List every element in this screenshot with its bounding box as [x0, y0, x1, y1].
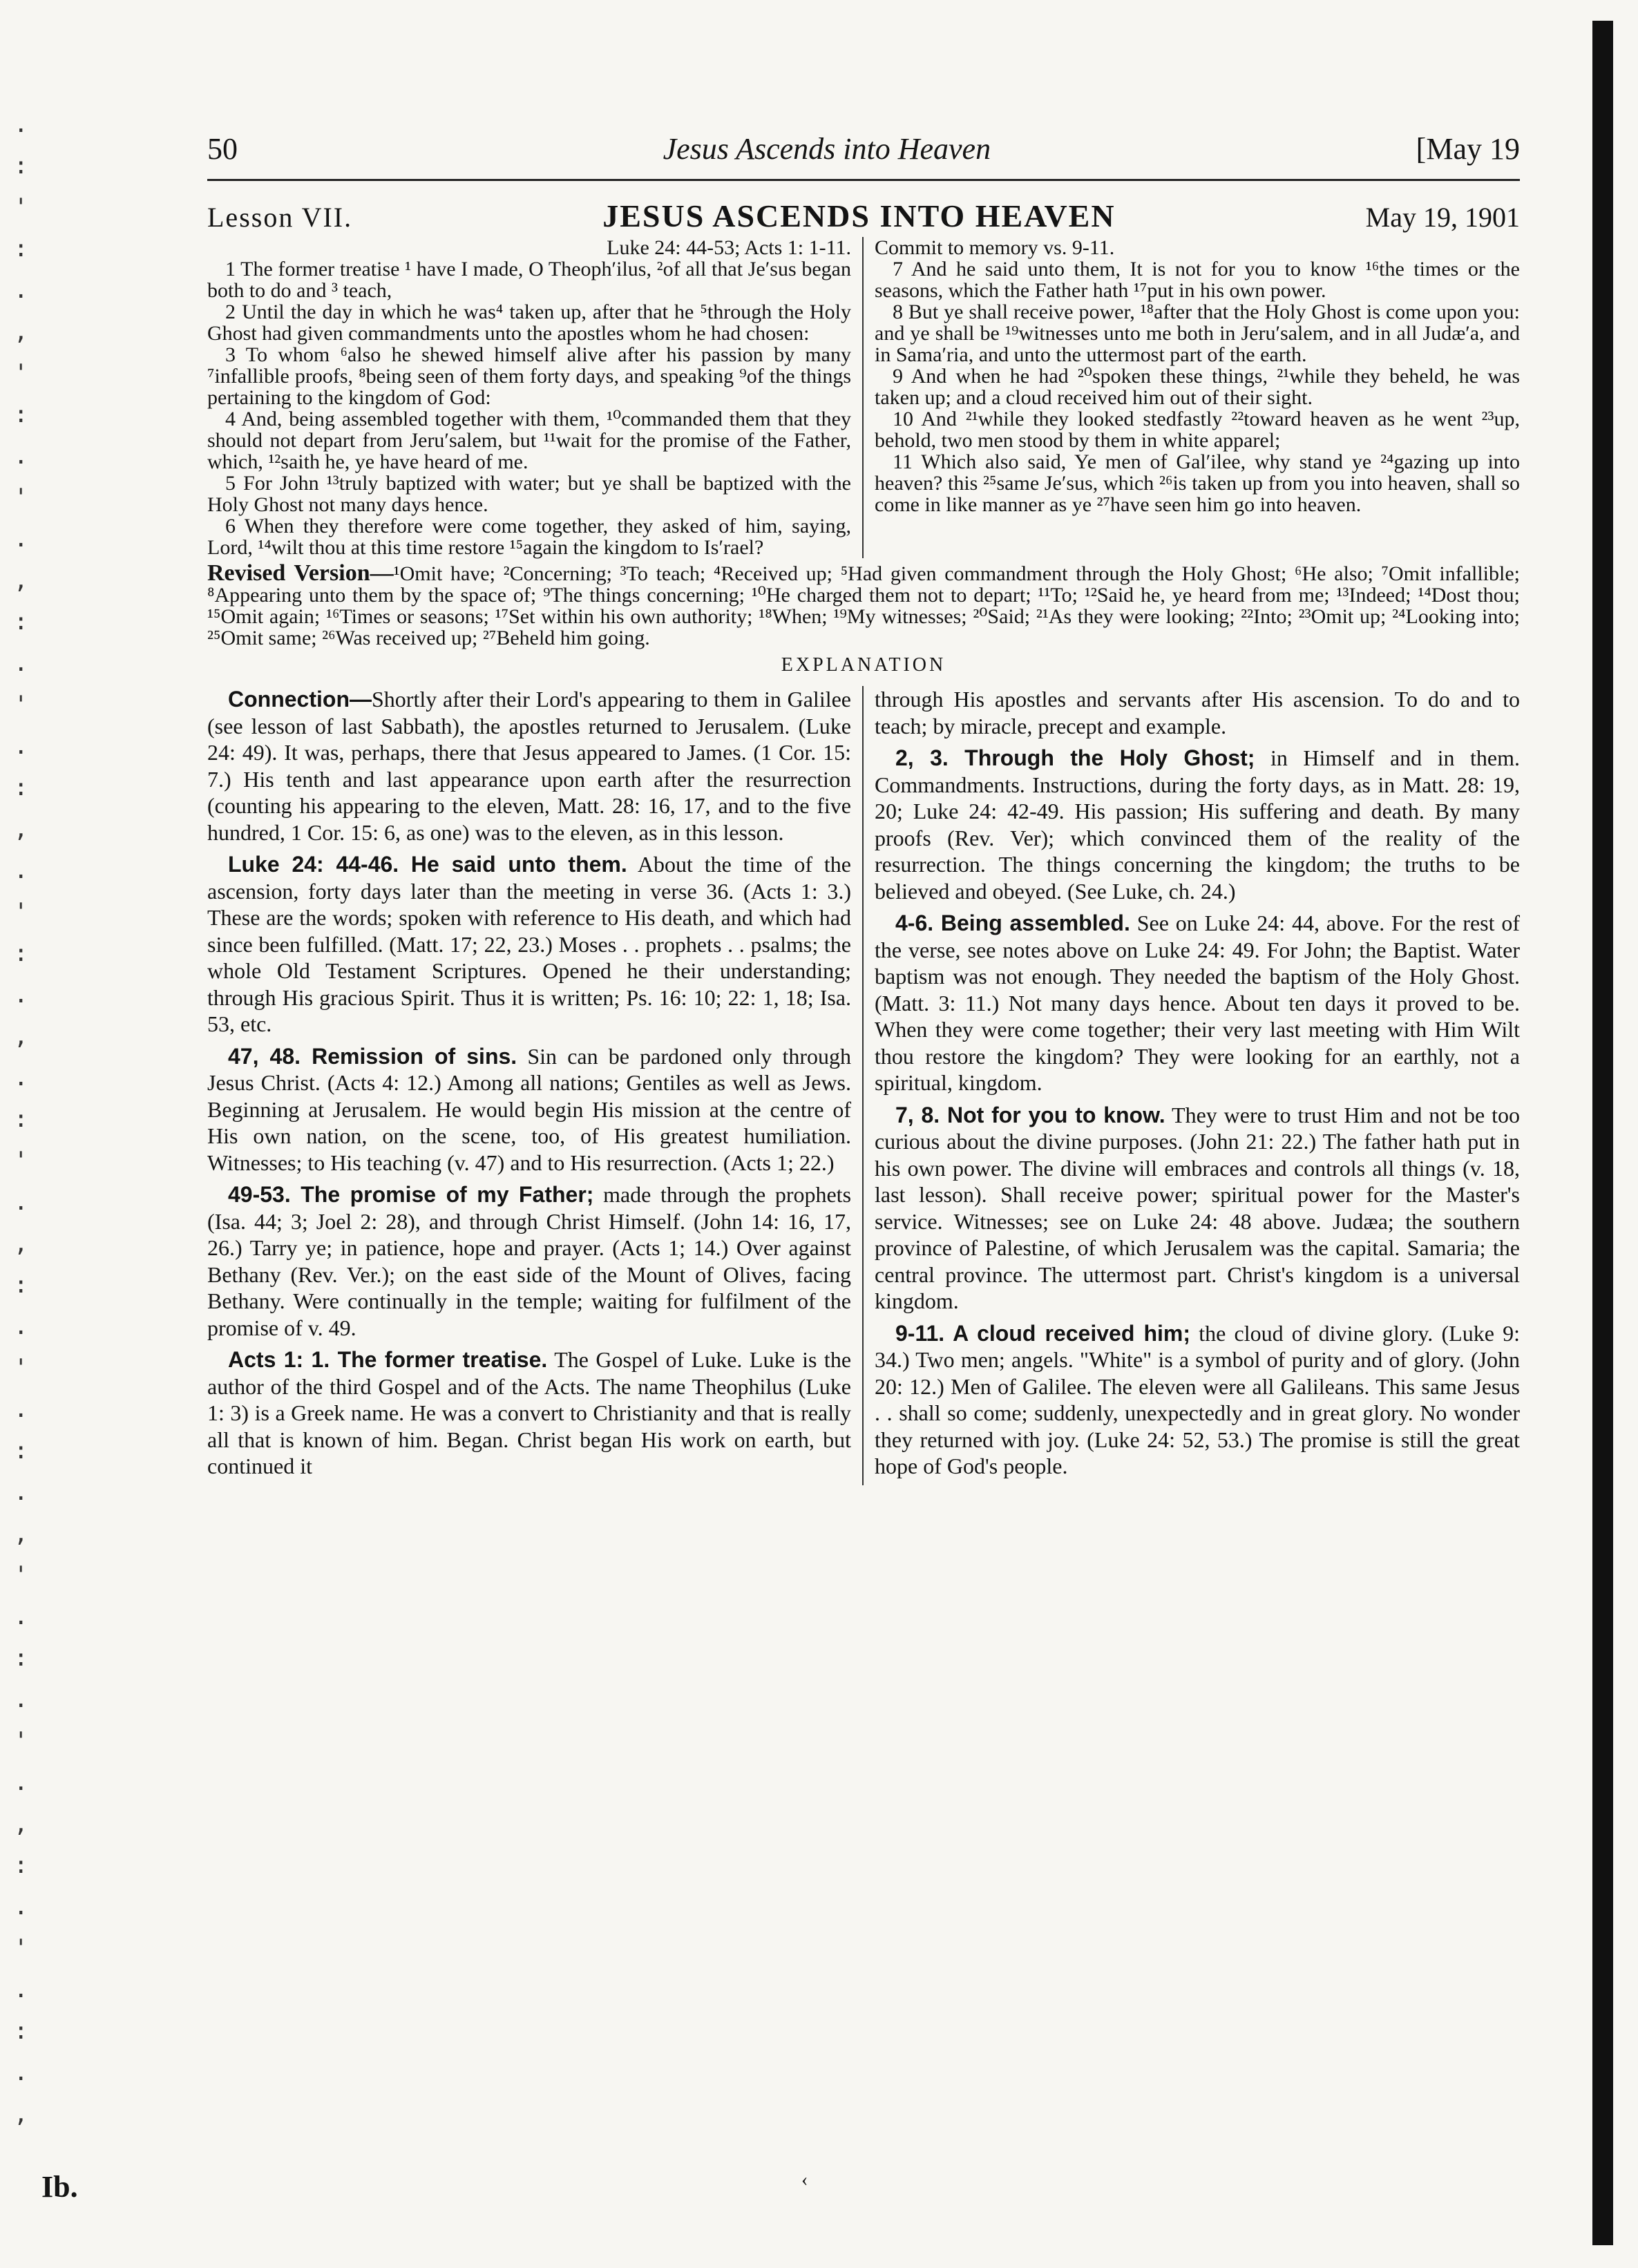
footer-mark: ‹ — [801, 2169, 808, 2191]
paragraph-lead: Luke 24: 44-46. He said unto them. — [228, 852, 627, 877]
paragraph-text: Sin can be pardoned only through Jesus Christ. (Acts 4: 12.) Among all nations; Gentiles as well as Jews. Beginning at Jerusalem. He would begin His mission at the centre of His own nation, on the scene, too, of His greatest humiliation. Witnesses; to His teaching (v. 47) and to His resurrection. (Acts 1; 22.) — [207, 1043, 851, 1175]
explanation-paragraph — [207, 851, 851, 1038]
paragraph-lead: Acts 1: 1. The former treatise. — [228, 1347, 548, 1372]
explanation-paragraph — [207, 1346, 851, 1480]
explanation-body — [207, 686, 1520, 1485]
lesson-date: May 19, 1901 — [1365, 202, 1520, 233]
explanation-paragraph — [875, 1102, 1520, 1315]
explanation-left-column — [207, 686, 864, 1485]
running-title: Jesus Ascends into Heaven — [663, 132, 991, 166]
verse: 1 The former treatise ¹ have I made, O Theoph′ilus, ²of all that Je′sus began both to do and ³ teach, — [207, 258, 851, 302]
explanation-paragraph — [875, 1320, 1520, 1480]
verse: 10 And ²¹while they looked stedfastly ²²toward heaven as he went ²³up, behold, two men stood by them in white apparel; — [875, 408, 1520, 452]
page-number: 50 — [207, 132, 238, 166]
paragraph-lead: 47, 48. Remission of sins. — [228, 1043, 517, 1069]
running-head — [207, 131, 1520, 166]
explanation-paragraph — [875, 745, 1520, 904]
explanation-right-column — [864, 686, 1520, 1485]
lesson-title: JESUS ASCENDS INTO HEAVEN — [602, 198, 1116, 234]
running-date: [May 19 — [1416, 132, 1520, 166]
verse: 3 To whom ⁶also he shewed himself alive after his passion by many ⁷infallible proofs, ⁸being seen of them forty days, and speaking ⁹of the things pertaining to the kingdom of God: — [207, 343, 851, 409]
scripture-reference: Luke 24: 44-53; Acts 1: 1-11. — [607, 236, 851, 259]
verse: 11 Which also said, Ye men of Gal′ilee, why stand ye ²⁴gazing up into heaven? this ²⁵same Je′sus, which ²⁶is taken up from you into heaven, shall so come in like manner as ye ²⁷have seen him go into heaven. — [875, 450, 1520, 516]
verse: 6 When they therefore were come together, they asked of him, saying, Lord, ¹⁴wilt thou at this time restore ¹⁵again the kingdom to Is′rael? — [207, 515, 851, 559]
lesson-heading — [207, 198, 1520, 234]
verse: 2 Until the day in which he was⁴ taken up, after that he ⁵through the Holy Ghost had given commandments unto the apostles whom he had chosen: — [207, 301, 851, 345]
paragraph-text: Shortly after their Lord's appearing to them in Galilee (see lesson of last Sabbath), the apostles returned to Jerusalem. (Luke 24: 49). It was, perhaps, there that Jesus appeared to James. (1 Cor. 15: 7.) His tenth and last appearance upon earth after the resurrection (counting his appearing to the eleven, Matt. 28: 16, 17, and to the five hundred, 1 Cor. 15: 6, as one) was to the eleven, as in this lesson. — [207, 687, 851, 845]
margin-binding-marks: . : ' : . , ' : . ' . , : . ' . : , . ' : . , . : ' . , : . ' . : . , ' . : . ' . , : . ' . : . , — [14, 111, 28, 2128]
revised-version-notes — [207, 562, 1520, 649]
paragraph-text: in Himself and in them. Commandments. Instructions, during the forty days, as in Matt. 28: 19, 20; Luke 24: 42-49. His passion; His suffering and death. By many proofs (Rev. Ver); which convinced them of the reality of the resurrection. The things concerning the kingdom; the truths to be believed and obeyed. (See Luke, ch. 24.) — [875, 745, 1521, 904]
header-rule — [207, 179, 1520, 181]
paragraph-lead: 9-11. A cloud received him; — [895, 1320, 1191, 1346]
paragraph-lead: Connection— — [228, 687, 372, 712]
memory-instruction: Commit to memory vs. 9-11. — [875, 236, 1115, 259]
verse: 4 And, being assembled together with them, ¹⁰commanded them that they should not depart from Jeru′salem, but ¹¹wait for the promise of the Father, which, ¹²saith he, ye have heard of me. — [207, 408, 851, 473]
paragraph-text: The Gospel of Luke. Luke is the author of the third Gospel and of the Acts. The name Theophilus (Luke 1: 3) is a Greek name. He was a convert to Christianity and that is really all that is known of him. Began. Christ began His work on earth, but continued it — [207, 1347, 852, 1478]
document-page — [207, 131, 1520, 1485]
paragraph-lead: 2, 3. Through the Holy Ghost; — [895, 745, 1255, 770]
paragraph-text: through His apostles and servants after His ascension. To do and to teach; by miracle, precept and example. — [875, 687, 1520, 738]
explanation-paragraph — [875, 686, 1520, 739]
page-edge-bar — [1592, 21, 1613, 2245]
paragraph-text: See on Luke 24: 44, above. For the rest of the verse, see notes above on Luke 24: 49. For John; the Baptist. Water baptism was not enough. They needed the baptism of the Holy Ghost. (Matt. 3: 11.) Not many days hence. About ten days it proved to be. When they were come together; their very last meeting with Him Wilt thou restore the kingdom? They were looking for an earthly, not a spiritual, kingdom. — [875, 911, 1521, 1095]
verse: 8 But ye shall receive power, ¹⁸after that the Holy Ghost is come upon you: and ye shall be ¹⁹witnesses unto me both in Jeru′salem, and in all Judæ′a, and in Sama′ria, and unto the uttermost part of the earth. — [875, 301, 1520, 366]
explanation-paragraph — [207, 1043, 851, 1176]
explanation-paragraph — [875, 910, 1520, 1096]
revised-version-text: ¹Omit have; ²Concerning; ³To teach; ⁴Received up; ⁵Had given commandment through the Holy Ghost; ⁶He also; ⁷Omit infallible; ⁸Appearing unto them by the space of; ⁹The things concerning; ¹⁰He charged them not to depart; ¹¹To; ¹²Said he, ye heard from me; ¹³Indeed; ¹⁴Dost thou; ¹⁵Omit again; ¹⁶Times or seasons; ¹⁷Set within his own authority; ¹⁸When; ¹⁹My witnesses; ²⁰Said; ²¹As they were looking; ²²Into; ²³Omit up; ²⁴Looking into; ²⁵Omit same; ²⁶Was received up; ²⁷Beheld him going. — [207, 562, 1520, 649]
lesson-number: Lesson VII. — [207, 202, 353, 233]
paragraph-text: They were to trust Him and not be too curious about the divine purposes. (John 21: 22.) The father hath put in his own power. The divine will embraces and controls all things (v. 18, last lesson). Shall receive power; spiritual power for the Master's service. Witnesses; see on Luke 24: 48 above. Judæa; the southern province of Palestine, of which Jerusalem was the capital. Samaria; the central province. The uttermost part. Christ's kingdom is a universal kingdom. — [875, 1102, 1521, 1313]
paragraph-lead: 7, 8. Not for you to know. — [895, 1102, 1165, 1127]
paragraph-lead: 4-6. Being assembled. — [895, 911, 1130, 935]
verse: 7 And he said unto them, It is not for you to know ¹⁶the times or the seasons, which the Father hath ¹⁷put in his own power. — [875, 258, 1520, 302]
explanation-heading: EXPLANATION — [781, 654, 946, 676]
paragraph-text: the cloud of divine glory. (Luke 9: 34.) Two men; angels. "White" is a symbol of purity and of glory. (John 20: 12.) Men of Galilee. The eleven were all Galileans. This same Jesus . . shall so come; suddenly, unexpectedly and in great glory. No wonder they returned with joy. (Luke 24: 52, 53.) The promise is still the great hope of God's people. — [875, 1320, 1521, 1478]
paragraph-text: About the time of the ascension, forty days later than the meeting in verse 36. (Acts 1: 3.) These are the words; spoken with reference to His death, and which had since been fulfilled. (Matt. 17; 22, 23.) Moses . . prophets . . psalms; the whole Old Testament Scriptures. Opened he their understanding; through His gracious Spirit. Thus it is written; Ps. 16: 10; 22: 1, 18; Isa. 53, etc. — [207, 852, 851, 1036]
corner-mark: Ib. — [41, 2170, 78, 2204]
scripture-passage — [207, 237, 1520, 558]
explanation-paragraph — [207, 686, 851, 846]
verse: 9 And when he had ²⁰spoken these things, ²¹while they beheld, he was taken up; and a cloud received him out of their sight. — [875, 365, 1520, 409]
explanation-paragraph — [207, 1181, 851, 1341]
revised-version-label: Revised Version— — [207, 560, 394, 586]
paragraph-text: made through the prophets (Isa. 44; 3; Joel 2: 28), and through Christ Himself. (John 14: 16, 17, 26.) Tarry ye; in patience, hope and prayer. (Acts 1; 14.) Over against Bethany (Rev. Ver.); on the east side of the Mount of Olives, facing Bethany. Were continually in the temple; waiting for fulfilment of the promise of v. 49. — [207, 1182, 852, 1340]
scripture-right-column — [864, 237, 1520, 558]
scripture-left-column — [207, 237, 864, 558]
verse: 5 For John ¹³truly baptized with water; but ye shall be baptized with the Holy Ghost not many days hence. — [207, 472, 851, 516]
paragraph-lead: 49-53. The promise of my Father; — [228, 1182, 594, 1207]
